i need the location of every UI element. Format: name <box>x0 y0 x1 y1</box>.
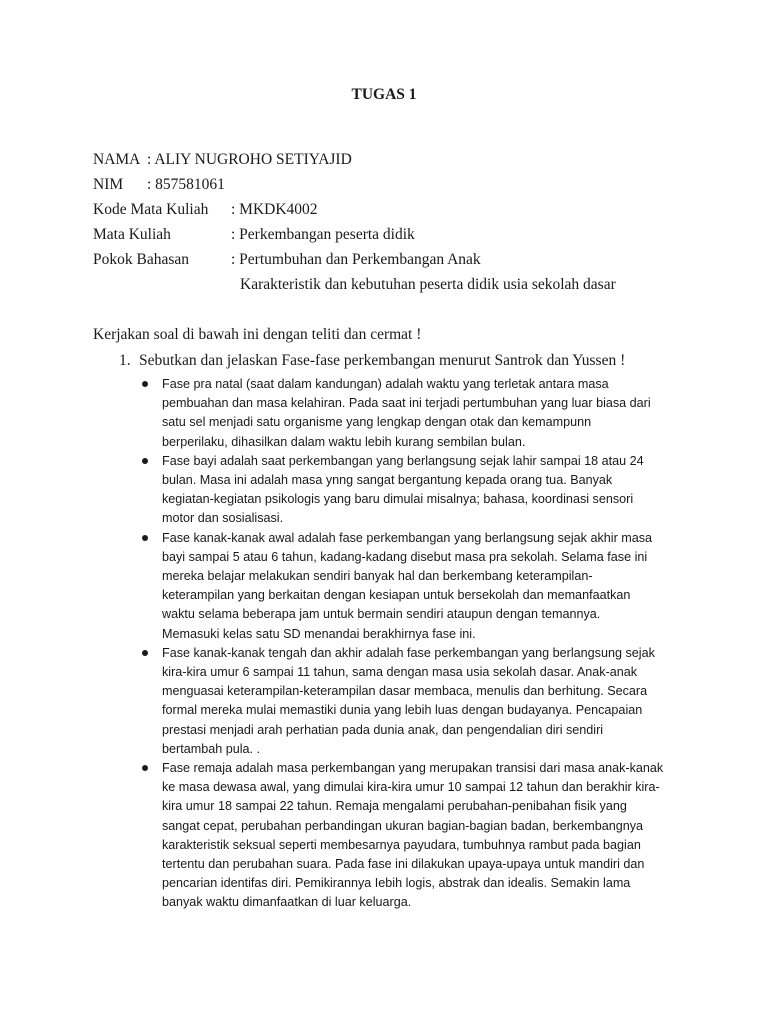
pokok-value-2: Karakteristik dan kebutuhan peserta didik usia sekolah dasar <box>240 276 616 293</box>
bullet-line: Fase kanak-kanak awal adalah fase perkembangan yang berlangsung sejak akhir masa <box>162 530 653 545</box>
bullet-line: sangat cepat, perubahan perbandingan ukuran bagian-bagian badan, berkembangnya <box>162 818 644 833</box>
bullet-dot-icon <box>142 458 148 464</box>
bullet-line: Fase remaja adalah masa perkembangan yang merupakan transisi dari masa anak-kanak <box>162 761 664 776</box>
bullet-line: motor dan sosialisasi. <box>162 511 284 526</box>
list-item <box>140 452 700 529</box>
question-text: Sebutkan dan jelaskan Fase-fase perkembangan menurut Santrok dan Yussen ! <box>139 352 626 369</box>
bullet-text <box>162 759 700 913</box>
bullet-line: banyak waktu dimanfaatkan di luar keluarga. <box>162 895 412 910</box>
bullet-line: mereka belajar melakukan sendiri banyak hal dan berkembang keterampilan- <box>162 569 593 584</box>
kode-label: Kode Mata Kuliah <box>93 201 209 218</box>
bullet-dot-icon <box>142 765 148 771</box>
bullet-text <box>162 375 700 452</box>
nama-value: : ALIY NUGROHO SETIYAJID <box>147 151 352 168</box>
bullet-line: kira umur 18 sampai 22 tahun. Remaja mengalami perubahan-penibahan fisik yang <box>162 799 627 814</box>
bullet-line: tertentu dan perubahan suara. Pada fase ini dilakukan upaya-upaya untuk mandiri dan <box>162 857 645 872</box>
bullet-line: satu sel menjadi satu organisme yang lengkap dengan otak dan kemampunn <box>162 415 592 430</box>
nama-label: NAMA <box>93 151 141 168</box>
nim-value: : 857581061 <box>147 176 225 193</box>
bullet-line: kegiatan-kegiatan psikologis yang baru dimulai misalnya; bahasa, koordinasi sensori <box>162 492 634 507</box>
list-item <box>140 529 700 644</box>
bullet-line: formal mereka mulai memastiki dunia yang lebih luas dengan budayanya. Pencapaian <box>162 703 643 718</box>
answer-bullet-list <box>140 375 700 913</box>
list-item <box>140 759 700 913</box>
bullet-line: waktu selama beberapa jam untuk bermain sendiri ataupun dengan temannya. <box>162 607 601 622</box>
question-number: 1. <box>119 352 131 369</box>
bullet-line: ke masa dewasa awal, yang dimulai kira-kira umur 10 sampai 12 tahun dan berakhir kira- <box>162 780 660 795</box>
document-title: TUGAS 1 <box>351 86 417 103</box>
bullet-line: bertambah pula. . <box>162 741 261 756</box>
bullet-line: pembuahan dan masa kelahiran. Pada saat ini terjadi pertumbuhan yang luar biasa dari <box>162 396 651 411</box>
bullet-line: berperilaku, dihasilkan dalam waktu lebih kurang sembilan bulan. <box>162 434 526 449</box>
bullet-line: kira-kira umur 6 sampai 11 tahun, sama dengan masa usia sekolah dasar. Anak-anak <box>162 665 638 680</box>
matkul-label: Mata Kuliah <box>93 226 171 243</box>
bullet-text <box>162 529 700 644</box>
pokok-label: Pokok Bahasan <box>93 251 190 268</box>
kode-value: : MKDK4002 <box>231 201 318 218</box>
bullet-dot-icon <box>142 381 148 387</box>
bullet-line: Memasuki kelas satu SD menandai berakhirnya fase ini. <box>162 626 476 641</box>
bullet-dot-icon <box>142 650 148 656</box>
list-item <box>140 375 700 452</box>
bullet-dot-icon <box>142 535 148 541</box>
bullet-line: prestasi menjadi arah perhatian pada dunia anak, dan pengendalian diri sendiri <box>162 722 604 737</box>
bullet-line: pencarian identifas diri. Pemikirannya Iebih logis, abstrak dan idealis. Semakin lama <box>162 876 631 891</box>
bullet-line: Fase pra natal (saat dalam kandungan) adalah waktu yang terletak antara masa <box>162 377 609 391</box>
bullet-line: Fase bayi adalah saat perkembangan yang berlangsung sejak lahir sampai 18 atau 24 <box>162 453 644 468</box>
bullet-line: bulan. Masa ini adalah masa ynng sangat bergantung kepada orang tua. Banyak <box>162 473 613 488</box>
instruction-text: Kerjakan soal di bawah ini dengan teliti dan cermat ! <box>93 326 422 343</box>
bullet-line: keterampilan yang berkaitan dengan kesiapan untuk bersekolah dan memanfaatkan <box>162 588 631 603</box>
bullet-text <box>162 452 700 529</box>
bullet-text <box>162 644 700 759</box>
bullet-line: menguasai keterampilan-keterampilan dasar membaca, menulis dan berhitung. Secara <box>162 684 648 699</box>
bullet-line: bayi sampai 5 atau 6 tahun, kadang-kadang disebut masa pra sekolah. Selama fase ini <box>162 549 648 564</box>
nim-label: NIM <box>93 176 124 193</box>
bullet-line: Fase kanak-kanak tengah dan akhir adalah fase perkembangan yang berlangsung sejak <box>162 645 655 660</box>
list-item <box>140 644 700 759</box>
matkul-value: : Perkembangan peserta didik <box>231 226 415 243</box>
bullet-line: karakteristik seksual seperti membesarnya payudara, tumbuhnya rambut pada bagian <box>162 837 641 852</box>
pokok-value: : Pertumbuhan dan Perkembangan Anak <box>231 251 481 268</box>
